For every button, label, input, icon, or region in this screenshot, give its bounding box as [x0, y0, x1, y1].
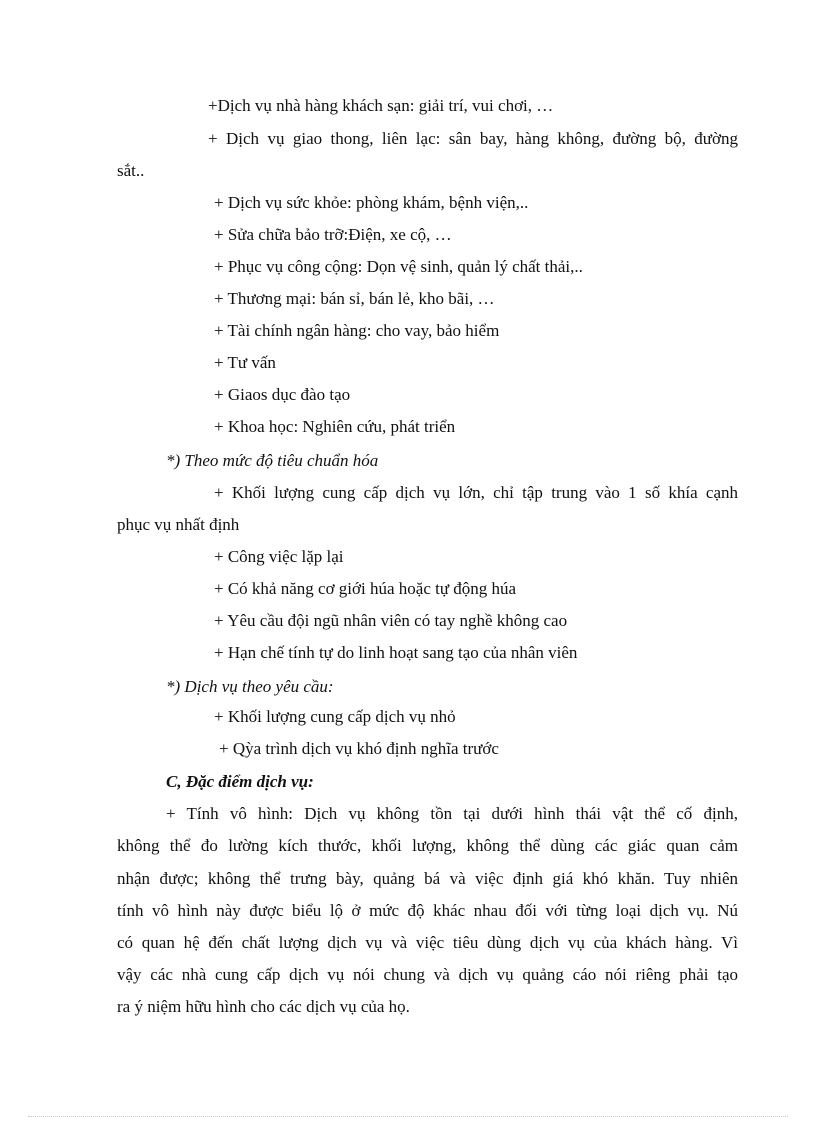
- service-list-item: + Giaos dục đào tạo: [214, 385, 351, 404]
- standardization-item: + Yêu cầu đội ngũ nhân viên có tay nghề không cao: [214, 611, 568, 630]
- service-list-item-continuation: sắt..: [117, 161, 145, 180]
- on-demand-item: + Khối lượng cung cấp dịch vụ nhỏ: [214, 707, 456, 726]
- service-list-item: +Dịch vụ nhà hàng khách sạn: giải trí, vui chơi, …: [208, 96, 554, 115]
- on-demand-heading: *) Dịch vụ theo yêu cầu:: [166, 677, 334, 696]
- service-list-item: + Phục vụ công cộng: Dọn vệ sinh, quản lý chất thải,..: [214, 257, 583, 276]
- service-list-item: + Thương mại: bán sỉ, bán lẻ, kho bãi, …: [214, 289, 495, 308]
- standardization-heading: *) Theo mức độ tiêu chuẩn hóa: [166, 451, 379, 470]
- service-list-item: + Khoa học: Nghiên cứu, phát triển: [214, 417, 456, 436]
- standardization-item: + Có khả năng cơ giới húa hoặc tự động húa: [214, 579, 517, 598]
- service-list-item: + Dịch vụ sức khỏe: phòng khám, bệnh viện,..: [214, 193, 529, 212]
- standardization-item: + Khối lượng cung cấp dịch vụ lớn, chỉ tập trung vào 1 số khía cạnh: [214, 483, 738, 502]
- section-c-paragraph-line: vậy các nhà cung cấp dịch vụ nói chung và dịch vụ quảng cáo nói riêng phải tạo: [117, 965, 738, 984]
- standardization-item-continuation: phục vụ nhất định: [117, 515, 240, 534]
- standardization-item: + Hạn chế tính tự do linh hoạt sang tạo của nhân viên: [214, 643, 578, 662]
- section-c-paragraph-line: ra ý niệm hữu hình cho các dịch vụ của họ.: [117, 997, 410, 1016]
- section-c-paragraph-line: + Tính vô hình: Dịch vụ không tồn tại dưới hình thái vật thể cố định,: [166, 804, 738, 823]
- section-c-paragraph-line: tính vô hình này được biểu lộ ở mức độ khác nhau đối với từng loại dịch vụ. Nú: [117, 901, 738, 920]
- section-c-paragraph-line: không thể đo lường kích thước, khối lượng, không thể dùng các giác quan cảm: [117, 836, 738, 855]
- page-bottom-divider: [28, 1116, 788, 1117]
- service-list-item: + Tư vấn: [214, 353, 276, 372]
- section-c-heading: C, Đặc điểm dịch vụ:: [166, 772, 314, 791]
- section-c-paragraph-line: nhận được; không thể trưng bày, quảng bá và việc định giá khó khăn. Tuy nhiên: [117, 869, 738, 888]
- standardization-item: + Công việc lặp lại: [214, 547, 344, 566]
- section-c-paragraph-line: có quan hệ đến chất lượng dịch vụ và việc tiêu dùng dịch vụ của khách hàng. Vì: [117, 933, 738, 952]
- service-list-item: + Sửa chữa bảo trỡ:Điện, xe cộ, …: [214, 225, 452, 244]
- service-list-item: + Tài chính ngân hàng: cho vay, bảo hiểm: [214, 321, 500, 340]
- service-list-item: + Dịch vụ giao thong, liên lạc: sân bay, hàng không, đường bộ, đường: [208, 129, 738, 148]
- on-demand-item: + Qỳa trình dịch vụ khó định nghĩa trước: [219, 739, 499, 758]
